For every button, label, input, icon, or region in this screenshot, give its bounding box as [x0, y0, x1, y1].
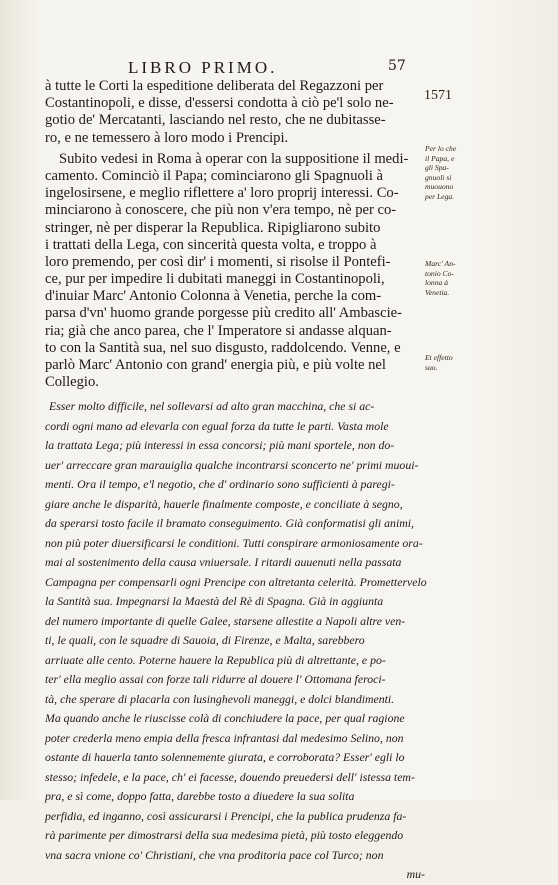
- margin-note-2: [425, 259, 456, 297]
- margin-note-line: lonna à: [425, 278, 448, 288]
- text-line: uer' arreccare gran marauiglia qualche incontrarsi sconcerto ne' primi muoui-: [45, 457, 419, 472]
- text-line: à tutte le Corti la espeditione deliberata del Regazzoni per: [45, 78, 384, 94]
- text-line: stesso; infedele, e la pace, ch' ei facesse, douendo preuedersi dell' istessa tem-: [45, 769, 415, 784]
- margin-note-3: [425, 353, 453, 372]
- margin-note-line: Venetia.: [425, 287, 450, 297]
- text-line: parlò Marc' Antonio con grand' energia più, e più volte nel: [45, 357, 386, 373]
- margin-note-line: muouono: [425, 182, 454, 192]
- text-line: ti, le quali, con le squadre di Sauoia, di Firenze, e Malta, sarebbero: [45, 633, 365, 648]
- text-line: da sperarsi tosto facile il bramato conseguimento. Già conformatisi gli animi,: [45, 516, 414, 531]
- text-line: ce, pur per impedire li dubitati maneggi in Costantinopoli,: [45, 271, 385, 288]
- text-line: cordi ogni mano ad elevarla con egual forza da tutte le parti. Vasta mole: [45, 418, 389, 433]
- text-line: i trattati della Lega, con sincerità questa volta, e troppo à: [45, 236, 377, 253]
- text-line: ostante di hauerla tanto solennemente giurata, e corroborata? Esser' egli lo: [45, 750, 405, 765]
- text-line: non più poter diuersificarsi le conditioni. Tutti conspirare armoniosamente ora-: [45, 535, 423, 550]
- text-line: stringer, nè per disperar la Republica. Ripigliarono subito: [45, 219, 381, 236]
- text-line: giare anche le disparità, hauerle finalmente composte, e conciliate à segno,: [45, 496, 403, 511]
- margin-note-line: Per lo che: [425, 144, 457, 153]
- margin-note-line: Et effetto: [425, 353, 453, 362]
- margin-year: 1571: [424, 88, 452, 103]
- catchword: mu-: [406, 867, 425, 882]
- margin-note-line: suo.: [425, 362, 438, 372]
- page-number: 57: [388, 58, 406, 74]
- text-line: poter crederla meno empia della fresca infrantasi dal medesimo Selino, non: [45, 730, 404, 745]
- text-line: del numero importante di quelle Galee, starsene allestite a Napoli altre ven-: [45, 613, 406, 628]
- text-line: ter' ella meglio assai con forze tali ridurre al douere l' Ottomana feroci-: [45, 672, 386, 687]
- text-line: gotio de' Mercatanti, lasciando nel resto, che ne dubitasse-: [45, 112, 386, 129]
- margin-note-line: Marc' An-: [425, 259, 456, 268]
- text-line: Campagna per compensarli ogni Prencipe con altretanta celerità. Promettervelo: [45, 574, 427, 589]
- speech-text: [45, 397, 425, 885]
- text-line: Subito vedesi in Roma à operar con la suppositione il medi-: [59, 150, 409, 167]
- text-line: pra, e sì come, doppo fatta, darebbe tosto a diuedere la sua solita: [45, 789, 355, 804]
- text-line: d'inuiar Marc' Antonio Colonna à Venetia, perche la com-: [45, 288, 382, 305]
- text-line: arriuate alle cento. Poterne hauere la Republica più di altrettante, e po-: [45, 652, 386, 667]
- text-line: Costantinopoli, e disse, d'essersi condotta à ciò pe'l solo ne-: [45, 95, 394, 112]
- text-line: loro premendo, per così dir' i momenti, si risolse il Pontefi-: [45, 253, 391, 270]
- margin-note-line: gnuoli si: [425, 172, 452, 182]
- margin-note-line: il Papa, e: [425, 153, 455, 163]
- text-line: la Santità sua. Impegnarsi la Maestà del Rè di Spagna. Già in aggiunta: [45, 594, 384, 609]
- text-line: tà, che sperare di placarla con lusinghevoli maneggi, e dolci blandimenti.: [45, 691, 395, 706]
- page-header: [0, 58, 558, 78]
- text-line: rà parimente per dimostrarsi della sua medesima pietà, più tosto eleggendo: [45, 828, 404, 843]
- text-line: vna sacra vnione co' Christiani, che vna proditoria pace col Turco; non: [45, 847, 384, 862]
- text-line: menti. Ora il tempo, e'l negotio, che d' ordinario sono sufficienti à paregi-: [45, 477, 395, 492]
- text-line: ro, e ne temessero à loro modo i Prencipi.: [45, 129, 289, 146]
- text-line: Collegio.: [45, 374, 99, 391]
- text-line: minciarono à conoscere, che più non v'era tempo, nè per co-: [45, 202, 397, 219]
- margin-note-line: per Lega.: [425, 191, 455, 201]
- text-line: parsa d'vn' huomo grande porgesse più credito all' Ambascie-: [45, 305, 402, 322]
- text-line: camento. Cominciò il Papa; cominciarono gli Spagnuoli à: [45, 167, 384, 184]
- text-line: Esser molto difficile, nel sollevarsi ad alto gran macchina, che si ac-: [49, 399, 375, 414]
- text-line: Ma quando anche le riuscisse colà di conchiudere la pace, per qual ragione: [45, 711, 405, 726]
- margin-note-1: [425, 144, 456, 202]
- text-line: la trattata Lega; più interessi in essa concorsi; più mani sportele, non do-: [45, 438, 395, 453]
- text-line: mai al sostenimento della causa vniuersale. I ritardi auuenuti nella passata: [45, 555, 402, 570]
- running-title: LIBRO PRIMO.: [128, 58, 278, 77]
- text-line: perfidia, ed inganno, così assicurarsi i Prencipi, che la publica prudenza fa-: [45, 808, 407, 823]
- margin-note-line: tonio Co-: [425, 268, 454, 278]
- page-body: [45, 78, 425, 885]
- text-line: ria; già che anco parea, che l' Imperatore si andasse alquan-: [45, 322, 392, 339]
- text-line: to con la Santità sua, nel suo disgusto, raddolcendo. Venne, e: [45, 339, 401, 356]
- text-line: ingelosirsene, e meglio riflettere a' loro proprij interessi. Co-: [45, 185, 399, 202]
- narrative-text: [45, 78, 425, 391]
- margin-note-line: gli Spa-: [425, 163, 449, 173]
